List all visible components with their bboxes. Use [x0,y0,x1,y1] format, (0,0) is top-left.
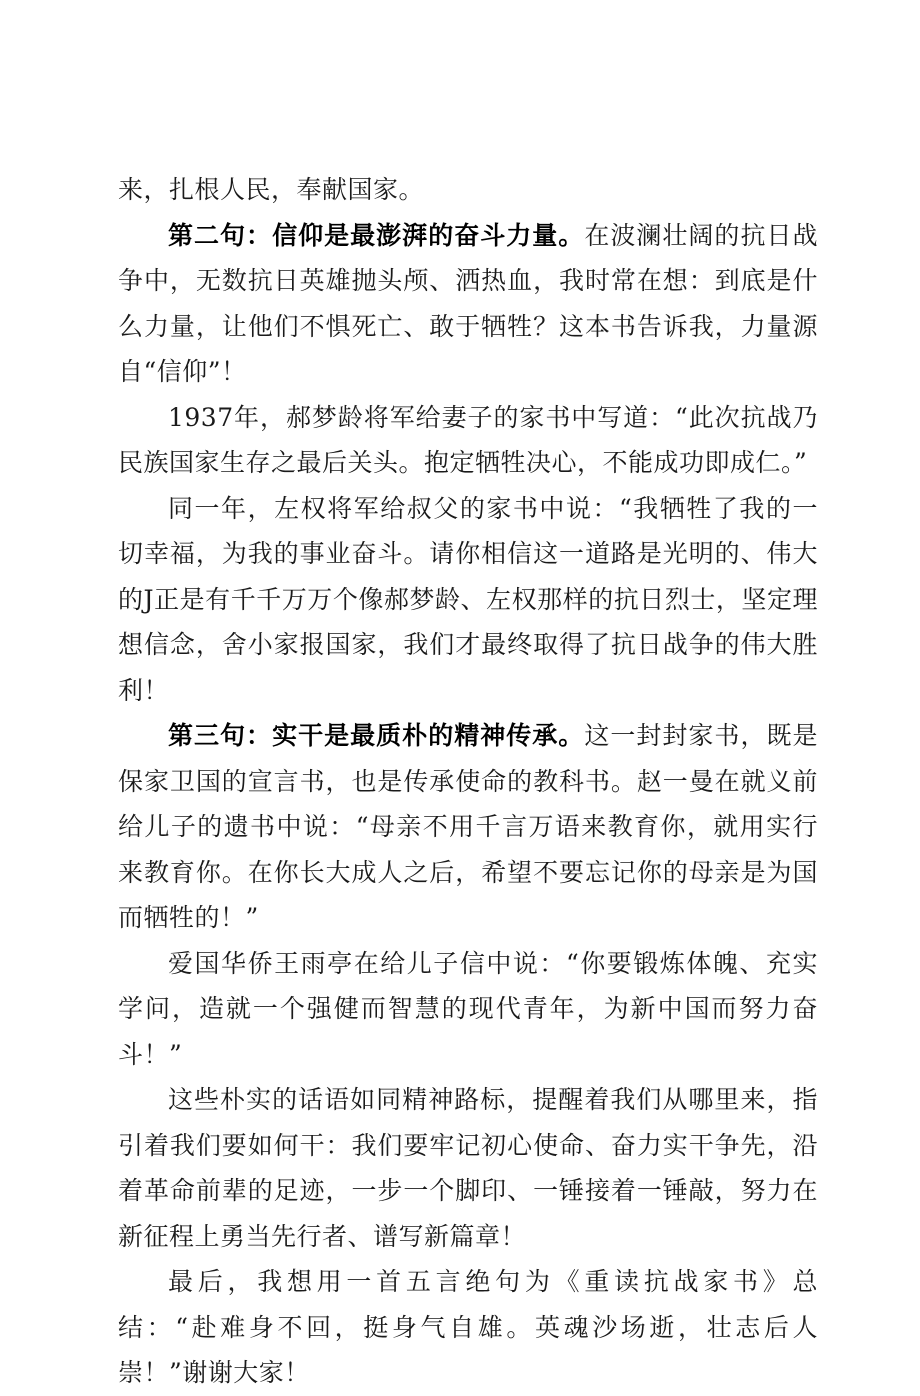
paragraph-text: 同一年，左权将军给叔父的家书中说：“我牺牲了我的一切幸福，为我的事业奋斗。请你相信这一道路是光明的、伟大的J正是有千千万万个像郝梦龄、左权那样的抗日烈士，坚定理想信念，舍小家报国家，我们才最终取得了抗日战争的伟大胜利！ [118,493,818,705]
paragraph-text: 这些朴实的话语如同精神路标，提醒着我们从哪里来，指引着我们要如何干：我们要牢记初心使命、奋力实干争先，沿着革命前辈的足迹，一步一个脚印、一锤接着一锤敲，努力在新征程上勇当先行者、谱写新篇章！ [118,1085,818,1251]
paragraph-text: 来，扎根人民，奉献国家。 [118,175,425,204]
paragraph-text: 这一封封家书，既是保家卫国的宣言书，也是传承使命的教科书。赵一曼在就义前给儿子的遗书中说：“母亲不用千言万语来教育你，就用实行来教育你。在你长大成人之后，希望不要忘记你的母亲是为国而牺牲的！” [118,721,818,932]
paragraph-hao-mengling [118,395,818,486]
paragraph-text: 1937年，郝梦龄将军给妻子的家书中写道：“此次抗战乃民族国家生存之最后关头。抱定牺牲决心，不能成功即成仁。” [118,402,818,477]
paragraph-signpost [118,1077,818,1259]
paragraph-heading: 第三句：实干是最质朴的精神传承。 [168,721,585,750]
paragraph-text: 爱国华侨王雨亭在给儿子信中说：“你要锻炼体魄、充实学问，造就一个强健而智慧的现代青年，为新中国而努力奋斗！” [118,948,818,1069]
paragraph-continuation [118,167,818,213]
paragraph-zuo-quan [118,486,818,714]
paragraph-closing [118,1259,818,1396]
document-body [118,167,818,1396]
paragraph-text: 在波澜壮阔的抗日战争中，无数抗日英雄抛头颅、洒热血，我时常在想：到底是什么力量，让他们不惧死亡、敢于牺牲？这本书告诉我，力量源自“信仰”！ [118,220,818,386]
paragraph-wang-yuting [118,941,818,1078]
paragraph-heading: 第二句：信仰是最澎湃的奋斗力量。 [168,220,585,250]
paragraph-hard-work [118,713,818,941]
paragraph-faith [118,213,818,395]
paragraph-text: 最后，我想用一首五言绝句为《重读抗战家书》总结：“赴难身不回，挺身气自雄。英魂沙场逝，壮志后人崇！”谢谢大家！ [118,1267,818,1387]
